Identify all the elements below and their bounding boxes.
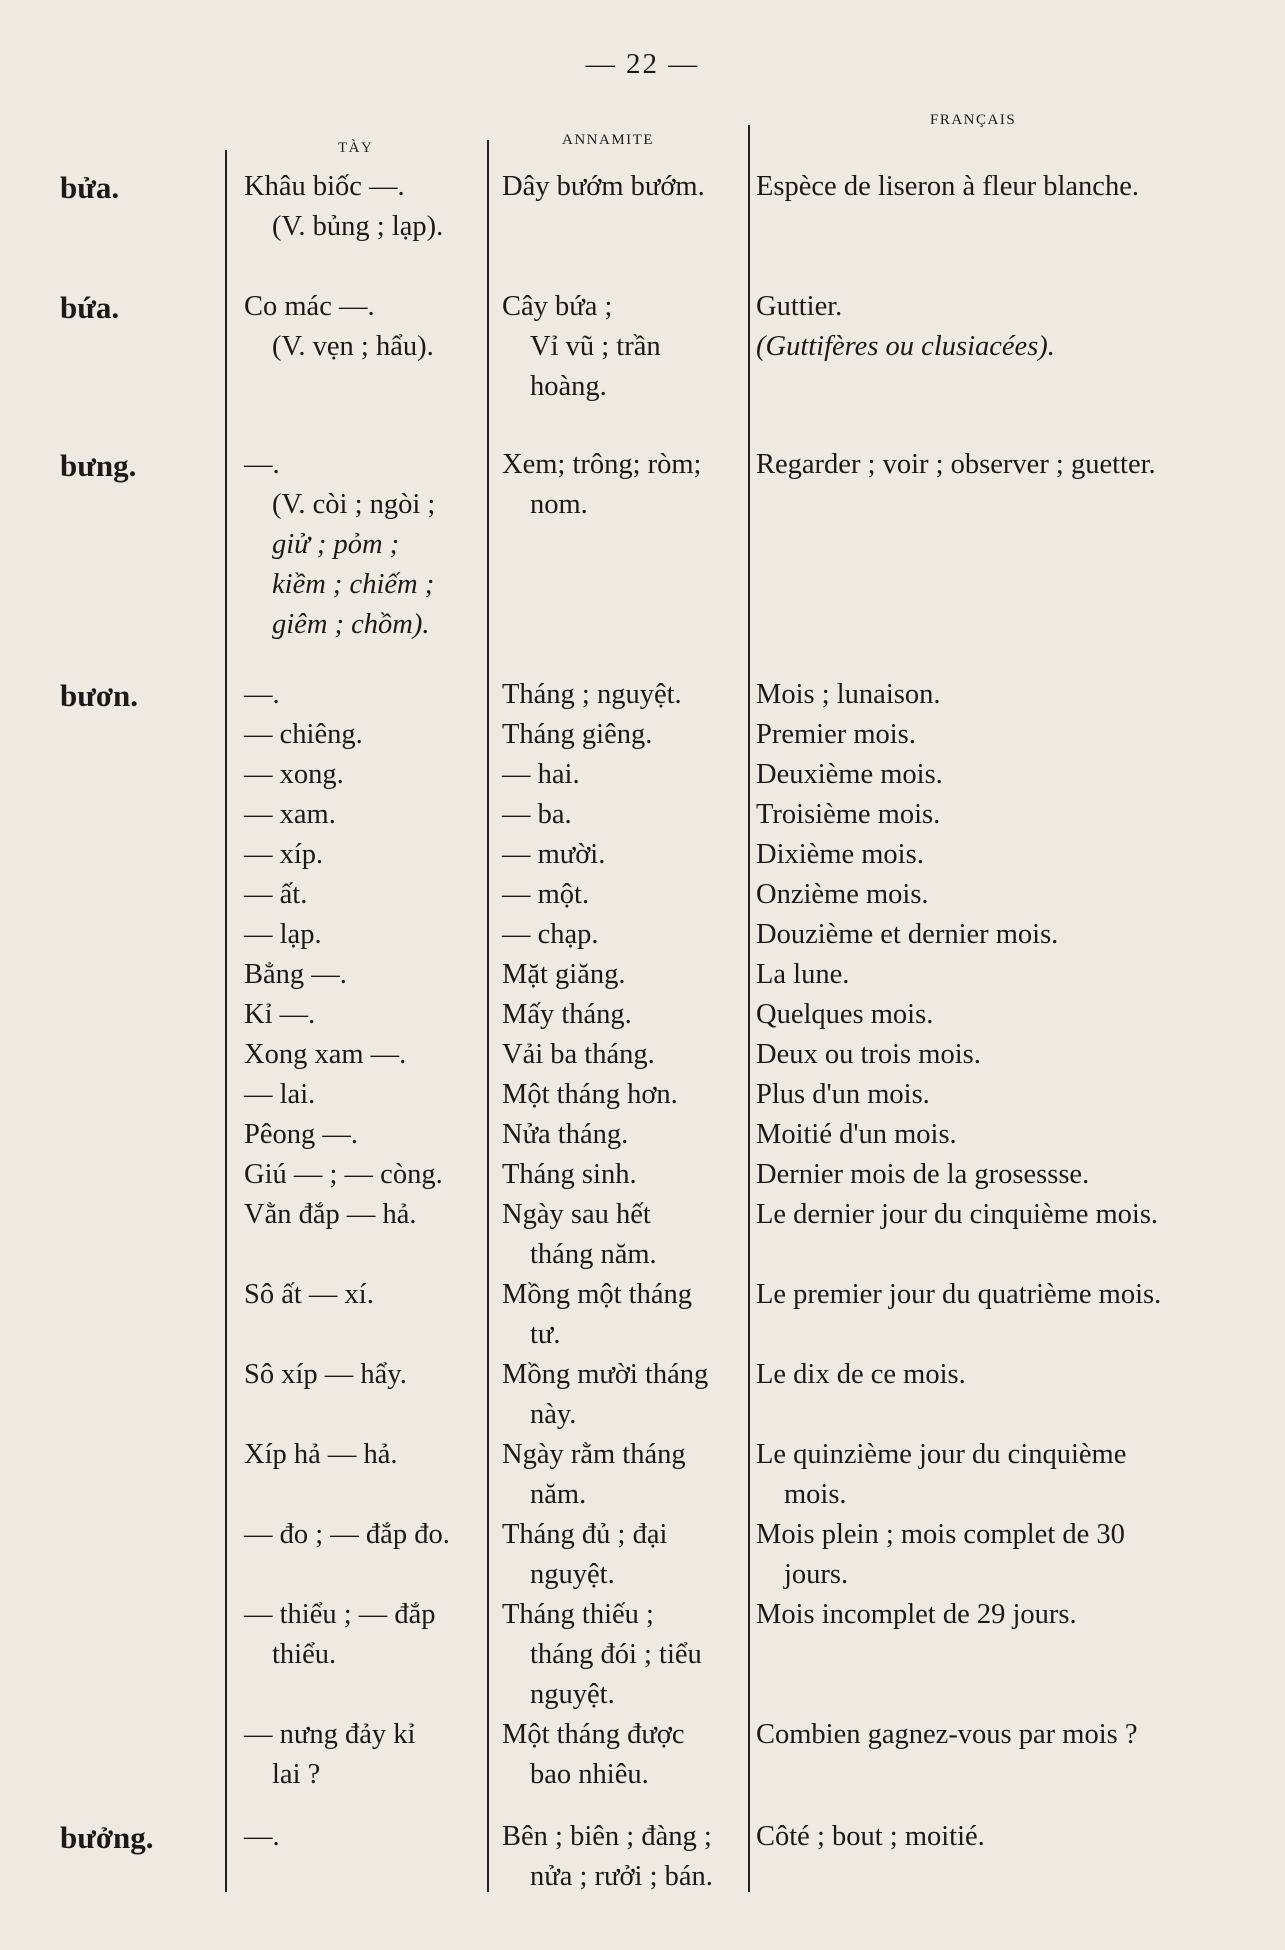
annamite-cell: Tháng sinh.: [502, 1159, 637, 1190]
annamite-cell: Bên ; biên ; đàng ;: [502, 1821, 712, 1852]
tay-cell: Khâu biốc —.: [244, 171, 405, 202]
francais-cell: Regarder ; voir ; observer ; guetter.: [756, 449, 1156, 480]
annamite-cell: Tháng ; nguyệt.: [502, 679, 682, 710]
annamite-cell: Tháng giêng.: [502, 719, 653, 750]
francais-cell: Deuxième mois.: [756, 759, 943, 790]
annamite-cell: Một tháng hơn.: [502, 1079, 678, 1110]
francais-cell: Troisième mois.: [756, 799, 941, 830]
tay-cell: — thiểu ; — đắp: [244, 1599, 436, 1630]
annamite-cell: bao nhiêu.: [530, 1759, 649, 1790]
francais-cell: Mois ; lunaison.: [756, 679, 941, 710]
annamite-cell: hoàng.: [530, 371, 607, 402]
tay-cell: (V. bủng ; lạp).: [272, 211, 444, 242]
francais-cell: Dernier mois de la grosessse.: [756, 1159, 1090, 1190]
column-divider-middle: [487, 140, 489, 1892]
francais-cell: Espèce de liseron à fleur blanche.: [756, 171, 1139, 202]
column-divider-right: [748, 125, 750, 1892]
francais-cell: Combien gagnez-vous par mois ?: [756, 1719, 1138, 1750]
tay-cell: Xong xam —.: [244, 1039, 407, 1070]
tay-cell: —.: [244, 1821, 280, 1852]
annamite-cell: tư.: [530, 1319, 561, 1350]
francais-cell: (Guttifères ou clusiacées).: [756, 331, 1055, 362]
tay-cell: —.: [244, 679, 280, 710]
tay-cell: (V. vẹn ; hẩu).: [272, 331, 434, 362]
headword: bứa.: [60, 290, 120, 325]
headword: bươn.: [60, 678, 138, 713]
annamite-cell: Ngày rằm tháng: [502, 1439, 686, 1470]
annamite-cell: năm.: [530, 1479, 587, 1510]
tay-cell: Sô xíp — hẩy.: [244, 1359, 407, 1390]
tay-cell: — xam.: [244, 799, 336, 830]
francais-cell: La lune.: [756, 959, 850, 990]
tay-cell: lai ?: [272, 1759, 321, 1790]
francais-cell: Le premier jour du quatrième mois.: [756, 1279, 1162, 1310]
annamite-cell: này.: [530, 1399, 577, 1430]
francais-cell: Guttier.: [756, 291, 843, 322]
annamite-cell: Nửa tháng.: [502, 1119, 629, 1150]
annamite-cell: Tháng thiếu ;: [502, 1599, 654, 1630]
tay-cell: Co mác —.: [244, 291, 375, 322]
annamite-cell: — mười.: [502, 839, 606, 870]
francais-cell: Plus d'un mois.: [756, 1079, 930, 1110]
tay-cell: giêm ; chồm).: [272, 609, 430, 640]
tay-cell: — đo ; — đắp đo.: [244, 1519, 450, 1550]
column-header-tay: TÀY: [338, 140, 374, 156]
annamite-cell: Một tháng được: [502, 1719, 685, 1750]
annamite-cell: Mồng mười tháng: [502, 1359, 709, 1390]
headword: bưởng.: [60, 1820, 154, 1855]
tay-cell: — lạp.: [244, 919, 322, 950]
column-divider-left: [225, 150, 227, 1892]
tay-cell: — nưng đảy kỉ: [244, 1719, 416, 1750]
annamite-cell: — một.: [502, 879, 590, 910]
annamite-cell: — ba.: [502, 799, 572, 830]
francais-cell: Mois incomplet de 29 jours.: [756, 1599, 1077, 1630]
annamite-cell: Xem; trông; ròm;: [502, 449, 702, 480]
annamite-cell: tháng đói ; tiểu: [530, 1639, 702, 1670]
tay-cell: Kỉ —.: [244, 999, 316, 1030]
annamite-cell: Mồng một tháng: [502, 1279, 692, 1310]
francais-cell: Premier mois.: [756, 719, 916, 750]
francais-cell: Le quinzième jour du cinquième: [756, 1439, 1127, 1470]
francais-cell: Le dix de ce mois.: [756, 1359, 966, 1390]
annamite-cell: nom.: [530, 489, 588, 520]
tay-cell: —.: [244, 449, 280, 480]
tay-cell: — xong.: [244, 759, 344, 790]
tay-cell: giử ; pỏm ;: [272, 529, 400, 560]
tay-cell: Vằn đắp — hả.: [244, 1199, 417, 1230]
francais-cell: Onzième mois.: [756, 879, 929, 910]
headword: bưng.: [60, 448, 137, 483]
tay-cell: Bẳng —.: [244, 959, 347, 990]
annamite-cell: Vải ba tháng.: [502, 1039, 655, 1070]
annamite-cell: nguyệt.: [530, 1559, 615, 1590]
annamite-cell: Cây bứa ;: [502, 291, 613, 322]
annamite-cell: Vỉ vũ ; trần: [530, 331, 661, 362]
francais-cell: Côté ; bout ; moitié.: [756, 1821, 985, 1852]
francais-cell: Douzième et dernier mois.: [756, 919, 1059, 950]
annamite-cell: Ngày sau hết: [502, 1199, 651, 1230]
tay-cell: (V. còi ; ngòi ;: [272, 489, 436, 520]
annamite-cell: Mặt giăng.: [502, 959, 626, 990]
tay-cell: kiềm ; chiếm ;: [272, 569, 435, 600]
francais-cell: Mois plein ; mois complet de 30: [756, 1519, 1125, 1550]
annamite-cell: — hai.: [502, 759, 580, 790]
francais-cell: Le dernier jour du cinquième mois.: [756, 1199, 1159, 1230]
tay-cell: Sô ất — xí.: [244, 1279, 374, 1310]
tay-cell: Pêong —.: [244, 1119, 358, 1150]
column-header-annamite: ANNAMITE: [562, 132, 654, 148]
annamite-cell: Mấy tháng.: [502, 999, 632, 1030]
francais-cell: Quelques mois.: [756, 999, 934, 1030]
tay-cell: Giú — ; — còng.: [244, 1159, 443, 1190]
tay-cell: — lai.: [244, 1079, 316, 1110]
annamite-cell: Dây bướm bướm.: [502, 171, 705, 202]
francais-cell: Dixième mois.: [756, 839, 924, 870]
francais-cell: jours.: [784, 1559, 849, 1590]
tay-cell: thiểu.: [272, 1639, 337, 1670]
column-header-francais: FRANÇAIS: [930, 112, 1017, 128]
annamite-cell: nguyệt.: [530, 1679, 615, 1710]
francais-cell: Deux ou trois mois.: [756, 1039, 981, 1070]
tay-cell: — xíp.: [244, 839, 324, 870]
francais-cell: mois.: [784, 1479, 847, 1510]
annamite-cell: — chạp.: [502, 919, 599, 950]
tay-cell: Xíp hả — hả.: [244, 1439, 398, 1470]
page-number: — 22 —: [585, 48, 700, 80]
francais-cell: Moitié d'un mois.: [756, 1119, 957, 1150]
tay-cell: — chiêng.: [244, 719, 363, 750]
annamite-cell: Tháng đủ ; đại: [502, 1519, 668, 1550]
annamite-cell: tháng năm.: [530, 1239, 657, 1270]
annamite-cell: nửa ; rưởi ; bán.: [530, 1861, 713, 1892]
headword: bửa.: [60, 170, 120, 205]
tay-cell: — ất.: [244, 879, 308, 910]
